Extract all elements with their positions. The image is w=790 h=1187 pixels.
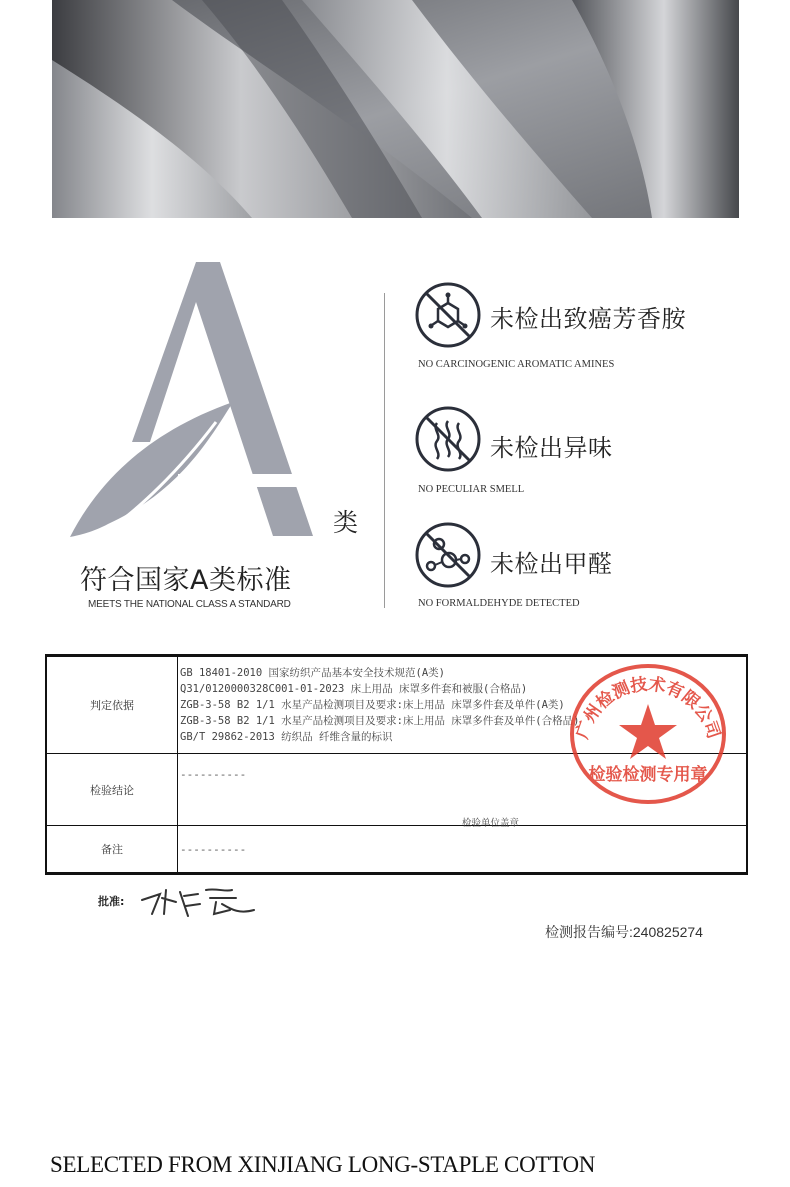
fabric-photo bbox=[52, 0, 739, 218]
class-a-logo bbox=[68, 262, 338, 542]
basis-line: Q31/0120000328C001-01-2023 床上用品 床罩多件套和被服(合格品) bbox=[180, 683, 528, 695]
seal-caption: 检验单位盖章 bbox=[462, 818, 520, 829]
feature-subtitle-formaldehyde: NO FORMALDEHYDE DETECTED bbox=[418, 598, 580, 609]
row-label-remark: 备注 bbox=[46, 826, 178, 874]
seal-bottom-text: 检验检测专用章 bbox=[588, 765, 708, 785]
feature-subtitle-smell: NO PECULIAR SMELL bbox=[418, 484, 525, 495]
basis-line: GB/T 29862-2013 纺织品 纤维含量的标识 bbox=[180, 731, 393, 743]
remark-value: ---------- bbox=[178, 826, 748, 874]
basis-line: ZGB-3-58 B2 1/1 水星产品检测项目及要求:床上用品 床罩多件套及单件(合格品) bbox=[180, 715, 580, 727]
signature bbox=[136, 880, 266, 920]
bottom-caption: SELECTED FROM XINJIANG LONG-STAPLE COTTON bbox=[50, 1152, 596, 1177]
feature-title-smell: 未检出异味 bbox=[490, 434, 613, 462]
report-number: 检测报告编号:240825274 bbox=[545, 924, 703, 940]
divider-line bbox=[384, 293, 385, 608]
class-char: 类 bbox=[333, 508, 359, 537]
row-label-conclusion: 检验结论 bbox=[46, 754, 178, 826]
table-row-remark bbox=[46, 826, 747, 874]
feature-title-formaldehyde: 未检出甲醛 bbox=[490, 550, 613, 578]
conclusion-value: ---------- bbox=[178, 754, 748, 826]
seal-arc-text: 广州检测技术有限公司 bbox=[572, 674, 724, 742]
basis-line: GB 18401-2010 国家纺织产品基本安全技术规范(A类) bbox=[180, 667, 445, 679]
inspection-seal bbox=[558, 652, 738, 812]
molecule-crossed-icon bbox=[414, 281, 482, 349]
basis-line: ZGB-3-58 B2 1/1 水星产品检测项目及要求:床上用品 床罩多件套及单件(A类) bbox=[180, 699, 565, 711]
feature-subtitle-amines: NO CARCINOGENIC AROMATIC AMINES bbox=[418, 359, 615, 370]
approve-label: 批准: bbox=[98, 895, 125, 908]
bubbles-crossed-icon bbox=[414, 521, 482, 589]
row-label-basis: 判定依据 bbox=[46, 656, 178, 754]
standard-title: 符合国家A类标准 bbox=[80, 565, 292, 596]
standard-subtitle: MEETS THE NATIONAL CLASS A STANDARD bbox=[88, 599, 291, 610]
feature-title-amines: 未检出致癌芳香胺 bbox=[490, 305, 686, 333]
odor-waves-crossed-icon bbox=[414, 405, 482, 473]
